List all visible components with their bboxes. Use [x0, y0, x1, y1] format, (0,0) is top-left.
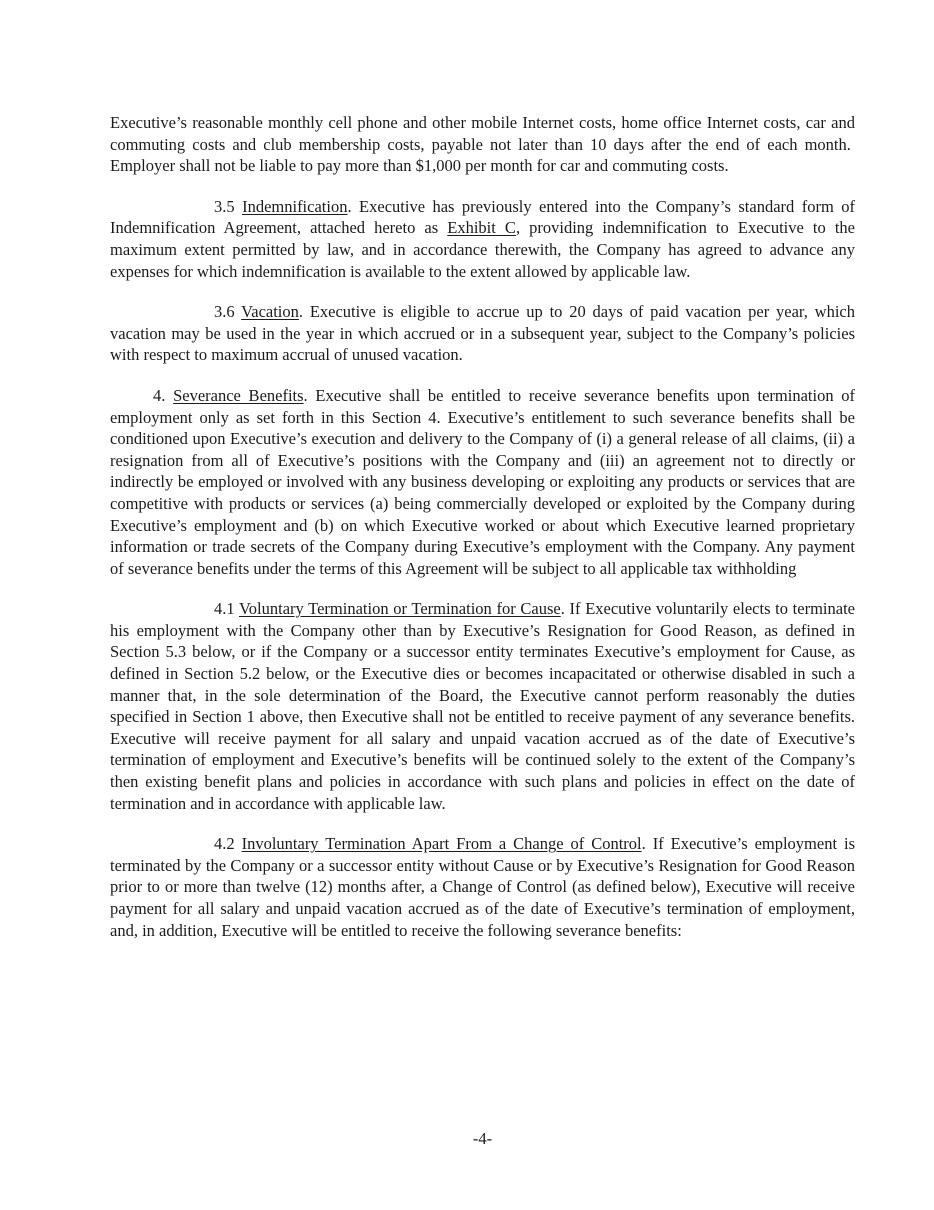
section-4-1-voluntary-termination	[110, 598, 855, 814]
paragraph-continuation-expenses	[110, 112, 855, 177]
body-text: , providing indemnification to Executive to the maximum extent permitted by law, and in accordance therewith, the Company has agreed to advance any expenses for which indemnification is available to the extent allowed by applicable law.	[110, 218, 855, 281]
body-text: . If Executive’s employment is terminated by the Company or a successor entity without Cause or by Executive’s Resignation for Good Reason prior to or more than twelve (12) months after, a Change of Control (as defined below), Executive will receive payment for all salary and unpaid vacation accrued as of the date of Executive’s termination of employment, and, in addition, Executive will be entitled to receive the following severance benefits:	[110, 834, 856, 940]
underlined-text: Exhibit C	[447, 218, 516, 238]
body-text: 4.	[153, 385, 174, 405]
body-text: . Executive has previously entered into the Company’s standard form of Indemnification Agreement, attached hereto as	[110, 196, 855, 238]
underlined-text: Involuntary Termination Apart From a Change of Control	[241, 834, 642, 854]
body-text: 4.2	[214, 834, 242, 854]
body-text: 3.6	[214, 302, 242, 322]
section-3-5-indemnification	[110, 196, 855, 282]
underlined-text: Vacation	[241, 302, 299, 322]
page-number: -4-	[472, 1129, 493, 1148]
body-text: Executive’s reasonable monthly cell phone and other mobile Internet costs, home office Internet costs, car and commuting costs and club membership costs, payable not later than 10 days after the end of each month. Employer shall not be liable to pay more than $1,000 per month for car and commuting costs.	[110, 113, 855, 176]
body-text: 4.1	[214, 599, 240, 619]
body-text: . If Executive voluntarily elects to terminate his employment with the Company other than by Executive’s Resignation for Good Reason, as defined in Section 5.3 below, or if the Company or a successor entity terminates Executive’s employment for Cause, as defined in Section 5.2 below, or the Executive dies or becomes incapacitated or otherwise disabled in such a manner that, in the sole determination of the Board, the Executive cannot perform reasonably the duties specified in Section 1 above, then Executive shall not be entitled to receive payment of any severance benefits. Executive will receive payment for all salary and unpaid vacation accrued as of the date of Executive’s termination of employment and Executive’s benefits will be continued solely to the extent of the Company’s then existing benefit plans and policies in accordance with such plans and policies in effect on the date of termination and in accordance with applicable law.	[110, 599, 855, 813]
body-text: . Executive shall be entitled to receive severance benefits upon termination of employment only as set forth in this Section 4. Executive’s entitlement to such severance benefits shall be conditioned upon Executive’s execution and delivery to the Company of (i) a general release of all claims, (ii) a resignation from all of Executive’s positions with the Company and (iii) an agreement not to directly or indirectly be employed or involved with any business developing or exploiting any products or services that are competitive with products or services (a) being commercially developed or exploited by the Company during Executive’s employment and (b) on which Executive worked or about which Executive learned proprietary information or trade secrets of the Company during Executive’s employment with the Company. Any payment of severance benefits under the terms of this Agreement will be subject to all applicable tax withholding	[110, 385, 856, 578]
body-text: . Executive is eligible to accrue up to 20 days of paid vacation per year, which vacation may be used in the year in which accrued or in a subsequent year, subject to the Company’s policies with respect to maximum accrual of unused vacation.	[110, 302, 856, 365]
underlined-text: Severance Benefits	[173, 385, 304, 405]
section-3-6-vacation	[110, 301, 855, 366]
underlined-text: Voluntary Termination or Termination for Cause	[239, 599, 561, 619]
section-4-2-involuntary-termination	[110, 833, 855, 941]
section-4-severance-benefits	[110, 385, 855, 579]
body-text: 3.5	[214, 196, 243, 216]
document-body	[110, 112, 855, 960]
underlined-text: Indemnification	[242, 196, 348, 216]
